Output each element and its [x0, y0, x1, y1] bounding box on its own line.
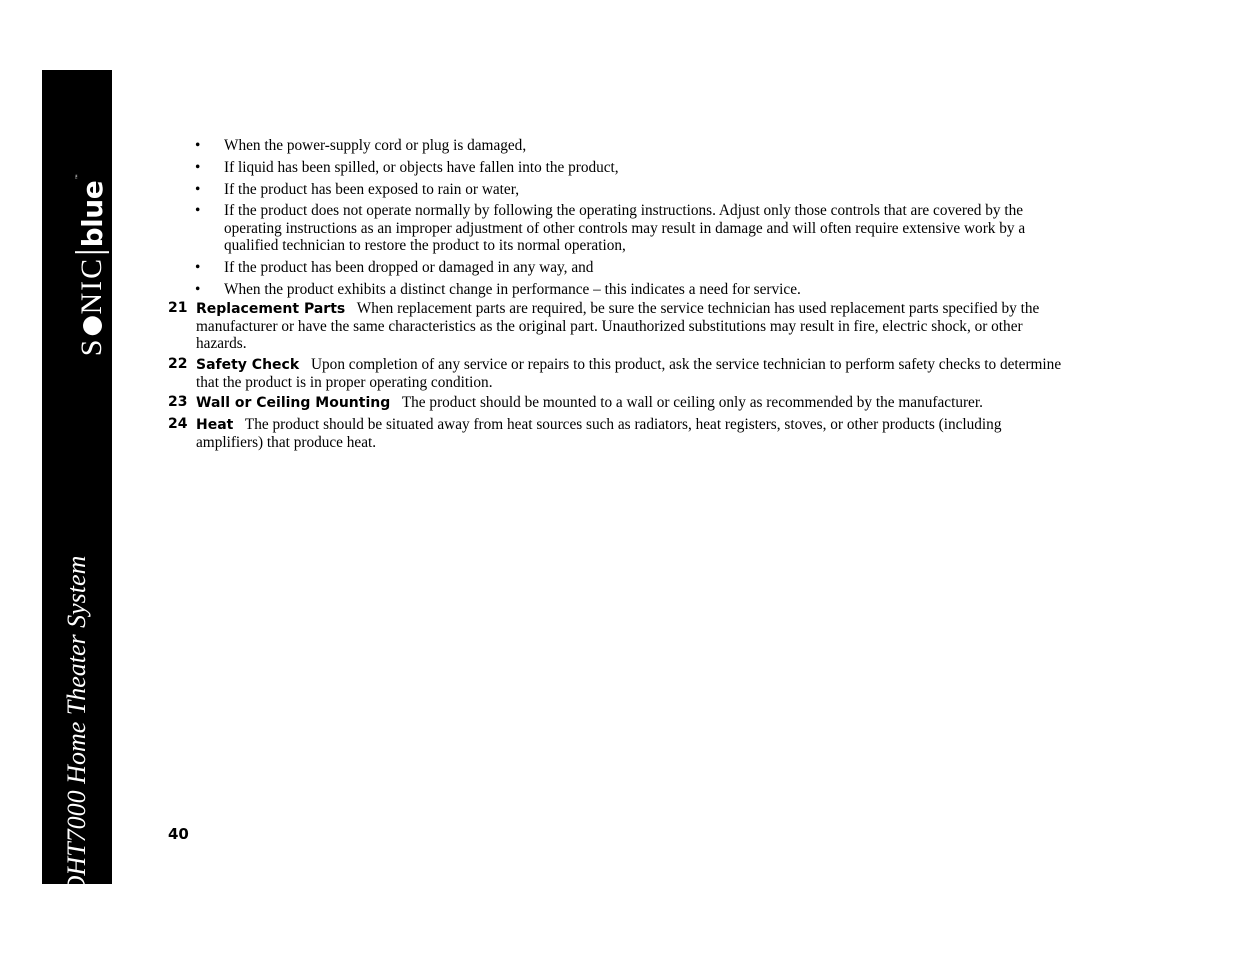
sidebar-band — [42, 70, 112, 895]
section-text: Upon completion of any service or repairs to this product, ask the service technician to perform safety checks to determine that the product is in proper operating condition. — [196, 355, 1062, 392]
list-item — [168, 281, 1068, 298]
logo-trademark: ™ — [75, 173, 82, 180]
list-item-text: If the product does not operate normally by following the operating instructions. Adjust only those controls that are covered by the operating instructions as an improper adjustment of other controls may result in damage and will often require extensive work by a qualified technician to restore the product to its normal operation, — [224, 202, 1026, 254]
section-safety-check — [168, 356, 1068, 392]
list-item-text: When the power-supply cord or plug is damaged, — [224, 137, 527, 154]
section-number: 21 — [168, 299, 188, 316]
sonicblue-logo — [75, 174, 109, 356]
bullet-marker: • — [195, 137, 201, 154]
list-item-text: If liquid has been spilled, or objects have fallen into the product, — [224, 158, 619, 176]
product-title: DHT7000 Home Theater System — [62, 555, 91, 895]
section-title: Wall or Ceiling Mounting — [196, 395, 391, 412]
logo-separator — [75, 251, 109, 253]
list-item-text: If the product has been dropped or damaged in any way, and — [224, 258, 594, 276]
section-replacement-parts — [168, 300, 1068, 353]
section-heat — [168, 416, 1068, 452]
section-text: The product should be situated away from heat sources such as radiators, heat registers, stoves, or other products (including amplifiers) that produce heat. — [196, 415, 1002, 451]
section-number: 24 — [168, 415, 188, 432]
bullet-marker: • — [195, 202, 201, 220]
list-item — [168, 159, 1068, 176]
section-number: 22 — [168, 355, 188, 372]
list-item-text: If the product has been exposed to rain or water, — [224, 180, 520, 198]
logo-sonic-s: S — [75, 337, 108, 357]
safety-sections — [168, 300, 1068, 451]
service-conditions-list — [168, 137, 1068, 298]
section-title: Safety Check — [196, 356, 300, 373]
section-title: Replacement Parts — [196, 300, 346, 317]
bullet-marker: • — [195, 258, 201, 276]
section-wall-ceiling-mounting — [168, 394, 1068, 412]
main-content — [168, 137, 1068, 454]
section-number: 23 — [168, 394, 188, 411]
bullet-marker: • — [195, 158, 201, 176]
list-item — [168, 202, 1068, 254]
list-item — [168, 259, 1068, 276]
list-item — [168, 181, 1068, 198]
logo-blue-wordmark: blue — [75, 180, 109, 248]
section-title: Heat — [196, 416, 234, 433]
bullet-marker: • — [195, 180, 201, 198]
logo-sonic-wordmark — [75, 257, 109, 356]
logo-sonic-nic: NIC — [75, 256, 108, 315]
logo-dot-icon — [83, 317, 102, 336]
list-item — [168, 137, 1068, 154]
section-text: The product should be mounted to a wall or ceiling only as recommended by the manufacturer. — [401, 394, 983, 412]
page-number: 40 — [168, 825, 189, 843]
list-item-text: When the product exhibits a distinct change in performance – this indicates a need for service. — [224, 280, 801, 298]
section-text: When replacement parts are required, be sure the service technician has used replacement parts specified by the manufacturer or have the same characteristics as the original part. Unauthorized substitutions may result in fire, electric shock, or other hazards. — [196, 299, 1040, 353]
bullet-marker: • — [195, 280, 201, 298]
